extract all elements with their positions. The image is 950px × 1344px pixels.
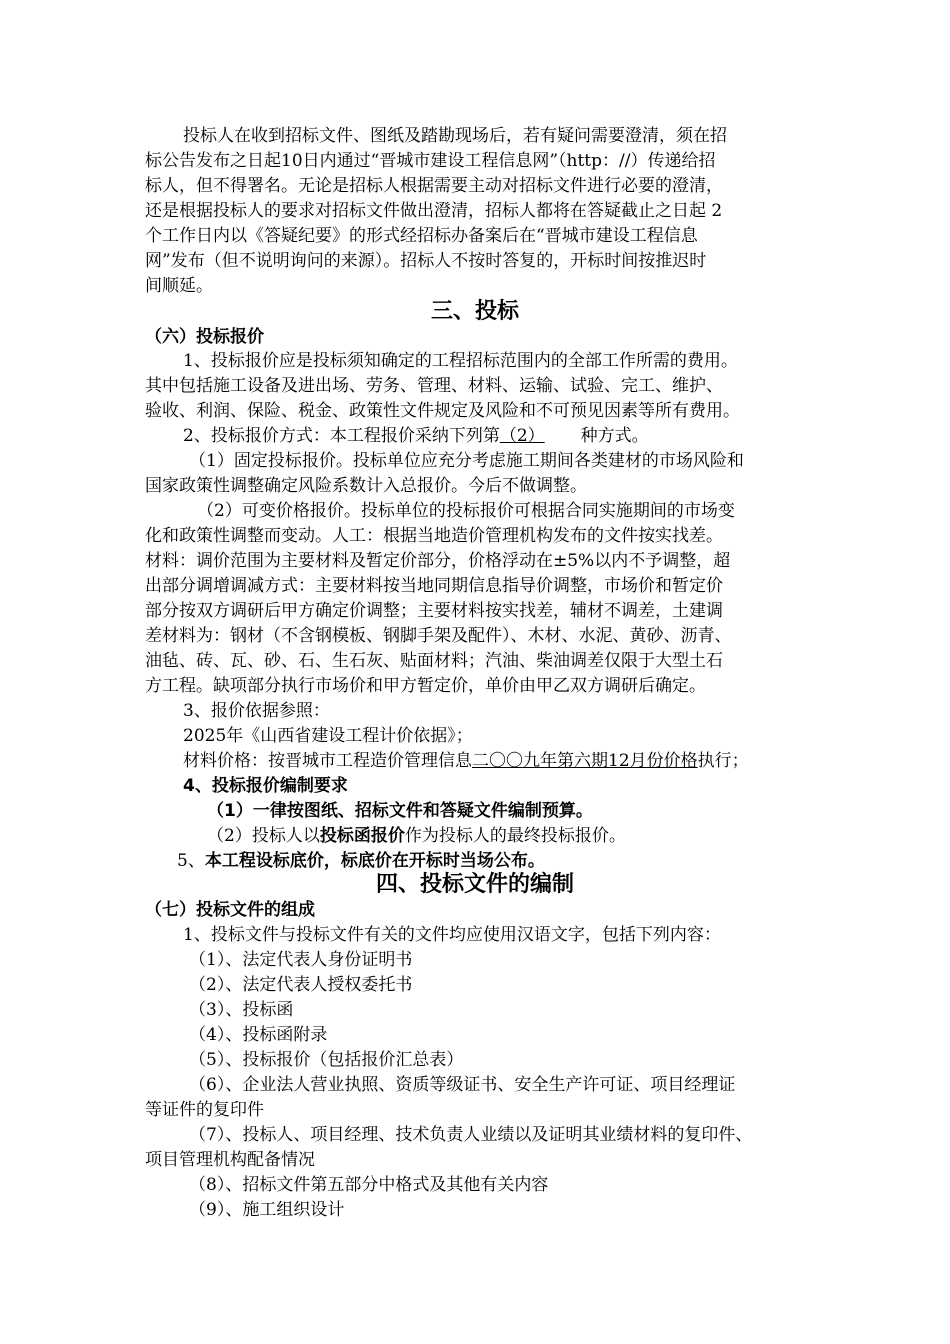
- s3-p3-line-2: 国家政策性调整确定风险系数计入总报价。今后不做调整。: [145, 476, 587, 496]
- s4-item-6-line-1: （6）、企业法人营业执照、资质等级证书、安全生产许可证、项目经理证: [189, 1075, 736, 1095]
- section-4-heading: 四、投标文件的编制: [375, 872, 574, 897]
- intro-line-1: 投标人在收到招标文件、图纸及踏勘现场后，若有疑问需要澄清，须在招: [183, 126, 727, 146]
- s3-p4-line-3: 材料：调价范围为主要材料及暂定价部分，价格浮动在±5%以内不予调整，超: [145, 551, 731, 571]
- s4-item-7-line-1: （7）、投标人、项目经理、技术负责人业绩以及证明其业绩材料的复印件、: [189, 1125, 753, 1145]
- section-3-heading: 三、投标: [430, 299, 519, 324]
- s3-p2-prefix: 2、投标报价方式：本工程报价采纳下列第: [183, 426, 500, 446]
- s3-p7-underline: 二〇〇九年第六期12月份价格: [472, 751, 698, 771]
- s3-p2-suffix: 种方式。: [580, 426, 649, 446]
- subsection-6-heading: （六）投标报价: [145, 327, 264, 347]
- s4-item-8: （8）、招标文件第五部分中格式及其他有关内容: [189, 1175, 549, 1195]
- s3-p8: 4、投标报价编制要求: [183, 776, 348, 796]
- s3-p3-line-1: （1）固定投标报价。投标单位应充分考虑施工期间各类建材的市场风险和: [189, 451, 744, 471]
- intro-line-5: 个工作日内以《答疑纪要》的形式经招标办备案后在“晋城市建设工程信息: [145, 226, 698, 246]
- s3-p2-blank: （2）: [499, 426, 545, 446]
- s3-p1-line-3: 验收、利润、保险、税金、政策性文件规定及风险和不可预见因素等所有费用。: [145, 401, 740, 421]
- intro-line-6: 网”发布（但不说明询问的来源）。招标人不按时答复的，开标时间按推迟时: [145, 251, 707, 271]
- s3-p7: [183, 749, 749, 773]
- s3-p10: [207, 824, 626, 848]
- s4-item-4: （4）、投标函附录: [189, 1025, 328, 1045]
- s3-p4-line-2: 化和政策性调整而变动。人工：根据当地造价管理机构发布的文件按实找差。: [145, 526, 723, 546]
- s4-p1: 1、投标文件与投标文件有关的文件均应使用汉语文字，包括下列内容：: [183, 925, 721, 945]
- s4-item-6-line-2: 等证件的复印件: [145, 1100, 264, 1120]
- s3-p2: [183, 424, 649, 448]
- s3-p1-line-1: 1、投标报价应是投标须知确定的工程招标范围内的全部工作所需的费用。: [183, 351, 738, 371]
- s3-p11-num: 5、: [177, 851, 205, 871]
- s3-p9: （1）一律按图纸、招标文件和答疑文件编制预算。: [207, 801, 593, 821]
- s3-p4-line-5: 部分按双方调研后甲方确定价调整；主要材料按实找差，辅材不调差，土建调: [145, 601, 723, 621]
- s3-p4-line-6: 差材料为：钢材（不含钢模板、钢脚手架及配件）、木材、水泥、黄砂、沥青、: [145, 626, 732, 646]
- s3-p11-text: 本工程设标底价，标底价在开标时当场公布。: [204, 851, 545, 871]
- s3-p10-bold: 投标函报价: [319, 826, 405, 846]
- subsection-7-heading: （七）投标文件的组成: [145, 900, 315, 920]
- s3-p4-line-7: 油毡、砖、瓦、砂、石、生石灰、贴面材料；汽油、柴油调差仅限于大型土石: [145, 651, 723, 671]
- s3-p7-suffix: 执行；: [697, 751, 749, 771]
- s3-p4-line-8: 方工程。缺项部分执行市场价和甲方暂定价，单价由甲乙双方调研后确定。: [145, 676, 706, 696]
- s3-p5: 3、报价依据参照：: [183, 701, 330, 721]
- intro-line-2: 标公告发布之日起10日内通过“晋城市建设工程信息网”（http：//）传递给招: [145, 151, 716, 171]
- s4-item-7-line-2: 项目管理机构配备情况: [145, 1150, 315, 1170]
- intro-line-7: 间顺延。: [145, 276, 213, 296]
- s3-p7-prefix: 材料价格：按晋城市工程造价管理信息: [183, 751, 472, 771]
- s4-item-9: （9）、施工组织设计: [189, 1200, 345, 1220]
- s3-p4-line-4: 出部分调增调减方式：主要材料按当地同期信息指导价调整，市场价和暂定价: [145, 576, 723, 596]
- s3-p10-prefix: （2）投标人以: [207, 826, 320, 846]
- s3-p4-line-1: （2）可变价格报价。投标单位的投标报价可根据合同实施期间的市场变: [197, 501, 735, 521]
- s3-p6: 2025年《山西省建设工程计价依据》；: [183, 726, 473, 746]
- s4-item-5: （5）、投标报价（包括报价汇总表）: [189, 1050, 464, 1070]
- s3-p10-suffix: 作为投标人的最终投标报价。: [404, 826, 626, 846]
- s4-item-2: （2）、法定代表人授权委托书: [189, 975, 413, 995]
- intro-line-4: 还是根据投标人的要求对招标文件做出澄清，招标人都将在答疑截止之日起 2: [145, 201, 723, 221]
- s4-item-3: （3）、投标函: [189, 1000, 294, 1020]
- s4-item-1: （1）、法定代表人身份证明书: [189, 950, 413, 970]
- s3-p1-line-2: 其中包括施工设备及进出场、劳务、管理、材料、运输、试验、完工、维护、: [145, 376, 723, 396]
- intro-line-3: 标人，但不得署名。无论是招标人根据需要主动对招标文件进行必要的澄清，: [145, 176, 723, 196]
- s3-p11: [177, 849, 545, 873]
